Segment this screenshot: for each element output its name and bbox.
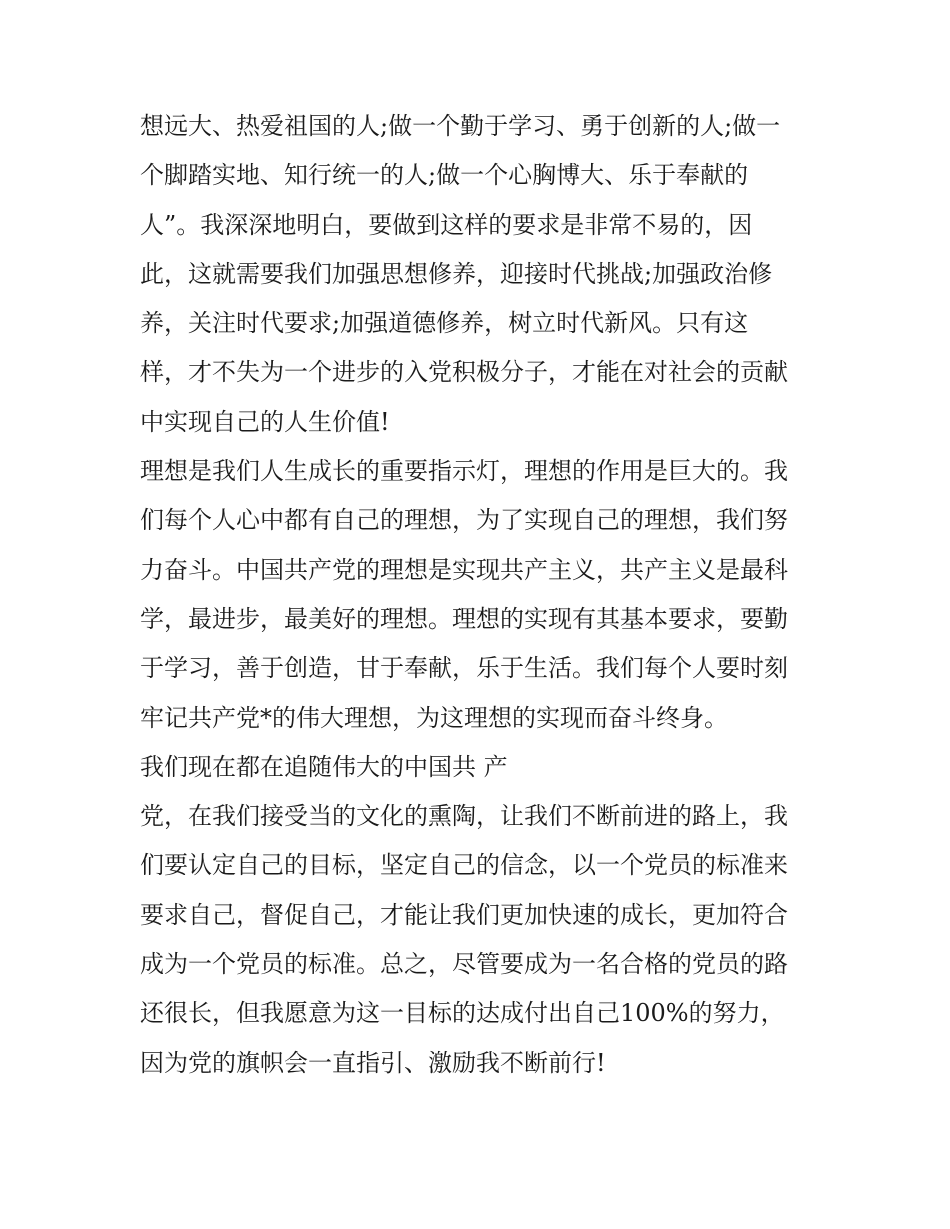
text-line: 们要认定自己的目标，坚定自己的信念，以一个党员的标准来: [140, 851, 788, 880]
text-line: 牢记共产党*的伟大理想，为这理想的实现而奋斗终身。: [140, 703, 728, 732]
text-line: 们每个人心中都有自己的理想，为了实现自己的理想，我们努: [140, 506, 788, 535]
text-line: 力奋斗。中国共产党的理想是实现共产主义，共产主义是最科: [140, 555, 788, 584]
text-line: 人”。我深深地明白，要做到这样的要求是非常不易的，因: [140, 210, 753, 239]
text-line: 我们现在都在追随伟大的中国共 产: [140, 752, 508, 781]
text-line: 个脚踏实地、知行统一的人;做一个心胸博大、乐于奉献的: [140, 161, 749, 190]
text-line: 还很长，但我愿意为这一目标的达成付出自己100%的努力，: [140, 999, 785, 1028]
text-line: 理想是我们人生成长的重要指示灯，理想的作用是巨大的。我: [140, 457, 788, 486]
text-line: 成为一个党员的标准。总之，尽管要成为一名合格的党员的路: [140, 950, 788, 979]
text-line: 因为党的旗帜会一直指引、激励我不断前行!: [140, 1048, 606, 1077]
text-line: 样，才不失为一个进步的入党积极分子，才能在对社会的贡献: [140, 358, 788, 387]
text-line: 于学习，善于创造，甘于奉献，乐于生活。我们每个人要时刻: [140, 654, 788, 683]
body-text: [140, 102, 820, 1088]
text-line: 养，关注时代要求;加强道德修养，树立时代新风。只有这: [140, 309, 749, 338]
text-line: 党，在我们接受当的文化的熏陶，让我们不断前进的路上，我: [140, 802, 788, 831]
text-line: 要求自己，督促自己，才能让我们更加快速的成长，更加符合: [140, 900, 788, 929]
text-line: 此，这就需要我们加强思想修养，迎接时代挑战;加强政治修: [140, 259, 773, 288]
text-line: 学，最进步，最美好的理想。理想的实现有其基本要求，要勤: [140, 604, 788, 633]
text-line: 想远大、热爱祖国的人;做一个勤于学习、勇于创新的人;做一: [140, 112, 781, 140]
text-line: 中实现自己的人生价值!: [140, 407, 390, 436]
